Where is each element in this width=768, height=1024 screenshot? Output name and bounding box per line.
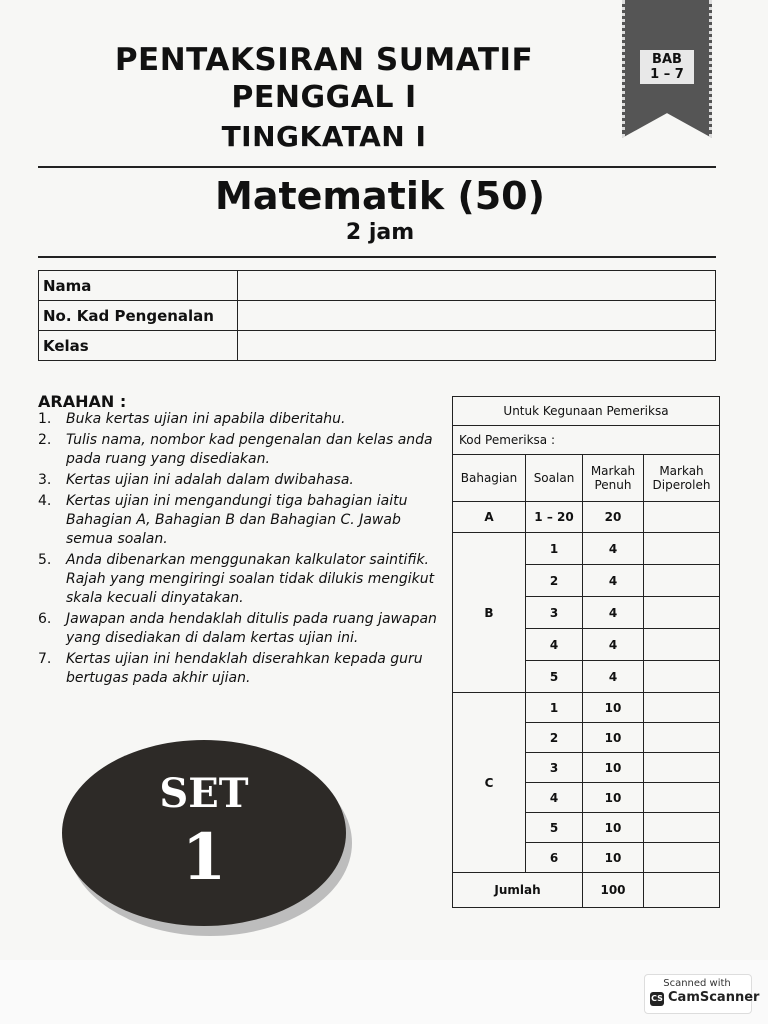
total-obtained-cell[interactable] — [644, 873, 720, 908]
chapter-ribbon-text — [622, 52, 712, 82]
class-label: Kelas — [39, 331, 238, 361]
camscanner-name: CamScanner — [668, 990, 760, 1005]
instruction-text: Tulis nama, nombor kad pengenalan dan kelas anda pada ruang yang disediakan. — [66, 432, 433, 467]
title-line-3: TINGKATAN I — [221, 120, 427, 153]
examiner-row — [453, 533, 720, 565]
set-badge-number: 1 — [181, 820, 227, 895]
marks-obtained-cell[interactable] — [644, 693, 720, 723]
instruction-text: Anda dibenarkan menggunakan kalkulator saintifik. Rajah yang mengiringi soalan tidak dilukis mengikut skala kecuali dinyatakan. — [66, 552, 435, 606]
instruction-item — [38, 610, 438, 648]
name-field[interactable] — [238, 271, 716, 301]
chapter-ribbon-line1: BAB — [652, 52, 682, 67]
full-marks: 10 — [583, 843, 644, 873]
full-marks: 20 — [583, 502, 644, 533]
marks-obtained-cell[interactable] — [644, 661, 720, 693]
identity-row — [39, 271, 716, 301]
instruction-number: 2. — [38, 432, 52, 448]
question-number: 2 — [526, 723, 583, 753]
col-header-full-marks: Markah Penuh — [583, 455, 644, 502]
total-marks: 100 — [583, 873, 644, 908]
identity-row — [39, 331, 716, 361]
instruction-number: 6. — [38, 611, 52, 627]
marks-obtained-cell[interactable] — [644, 565, 720, 597]
instruction-number: 1. — [38, 411, 52, 427]
examiner-row — [453, 502, 720, 533]
marks-obtained-cell[interactable] — [644, 502, 720, 533]
instruction-item — [38, 471, 438, 490]
question-number: 1 — [526, 693, 583, 723]
examiner-table-title: Untuk Kegunaan Pemeriksa — [453, 397, 720, 426]
instruction-number: 7. — [38, 651, 52, 667]
chapter-ribbon-line2: 1 – 7 — [650, 67, 684, 82]
question-number: 3 — [526, 597, 583, 629]
identity-table — [38, 270, 716, 361]
col-header-marks-obtained: Markah Diperoleh — [644, 455, 720, 502]
instructions-heading: ARAHAN : — [38, 392, 127, 411]
question-number: 5 — [526, 661, 583, 693]
instruction-text: Kertas ujian ini adalah dalam dwibahasa. — [66, 472, 354, 488]
full-marks: 4 — [583, 597, 644, 629]
full-marks: 4 — [583, 629, 644, 661]
subject-title: Matematik (50) — [215, 174, 545, 218]
total-label: Jumlah — [453, 873, 583, 908]
full-marks: 10 — [583, 723, 644, 753]
full-marks: 10 — [583, 783, 644, 813]
class-field[interactable] — [238, 331, 716, 361]
marks-obtained-cell[interactable] — [644, 723, 720, 753]
marks-obtained-cell[interactable] — [644, 533, 720, 565]
examiner-table — [452, 396, 720, 908]
marks-obtained-cell[interactable] — [644, 753, 720, 783]
marks-obtained-cell[interactable] — [644, 629, 720, 661]
instruction-number: 4. — [38, 493, 52, 509]
marks-obtained-cell[interactable] — [644, 597, 720, 629]
instruction-text: Jawapan anda hendaklah ditulis pada ruang jawapan yang disediakan di dalam kertas ujian ini. — [66, 611, 437, 646]
divider-top — [38, 166, 716, 168]
instruction-item — [38, 492, 438, 549]
section-name: C — [453, 693, 526, 873]
section-name: A — [453, 502, 526, 533]
question-number: 4 — [526, 783, 583, 813]
question-number: 5 — [526, 813, 583, 843]
name-label: Nama — [39, 271, 238, 301]
instruction-item — [38, 650, 438, 688]
ic-number-label: No. Kad Pengenalan — [39, 301, 238, 331]
instruction-item — [38, 410, 438, 429]
question-number: 6 — [526, 843, 583, 873]
camscanner-caption: Scanned with — [663, 978, 731, 989]
col-header-section: Bahagian — [453, 455, 526, 502]
identity-row — [39, 301, 716, 331]
instruction-text: Kertas ujian ini hendaklah diserahkan kepada guru bertugas pada akhir ujian. — [66, 651, 423, 686]
examiner-code-label: Kod Pemeriksa : — [453, 426, 720, 455]
full-marks: 4 — [583, 565, 644, 597]
question-number: 1 — [526, 533, 583, 565]
instruction-text: Kertas ujian ini mengandungi tiga bahagian iaitu Bahagian A, Bahagian B dan Bahagian C. Jawab semua soalan. — [66, 493, 408, 547]
instruction-text: Buka kertas ujian ini apabila diberitahu. — [66, 411, 346, 427]
section-name: B — [453, 533, 526, 693]
title-line-1: PENTAKSIRAN SUMATIF — [114, 42, 534, 78]
instruction-number: 3. — [38, 472, 52, 488]
divider-bottom — [38, 256, 716, 258]
question-number: 2 — [526, 565, 583, 597]
full-marks: 4 — [583, 661, 644, 693]
total-row — [453, 873, 720, 908]
examiner-row — [453, 693, 720, 723]
camscanner-logo-icon: CS — [650, 992, 664, 1006]
question-number: 4 — [526, 629, 583, 661]
full-marks: 10 — [583, 693, 644, 723]
col-header-question: Soalan — [526, 455, 583, 502]
instruction-item — [38, 431, 438, 469]
instruction-number: 5. — [38, 552, 52, 568]
instruction-item — [38, 551, 438, 608]
marks-obtained-cell[interactable] — [644, 813, 720, 843]
question-number: 1 – 20 — [526, 502, 583, 533]
set-badge-label: SET — [159, 770, 249, 817]
ic-number-field[interactable] — [238, 301, 716, 331]
full-marks: 10 — [583, 753, 644, 783]
title-line-2: PENGGAL I — [231, 80, 417, 115]
exam-duration: 2 jam — [345, 220, 415, 245]
question-number: 3 — [526, 753, 583, 783]
instructions-list — [38, 410, 438, 690]
full-marks: 10 — [583, 813, 644, 843]
marks-obtained-cell[interactable] — [644, 783, 720, 813]
marks-obtained-cell[interactable] — [644, 843, 720, 873]
full-marks: 4 — [583, 533, 644, 565]
